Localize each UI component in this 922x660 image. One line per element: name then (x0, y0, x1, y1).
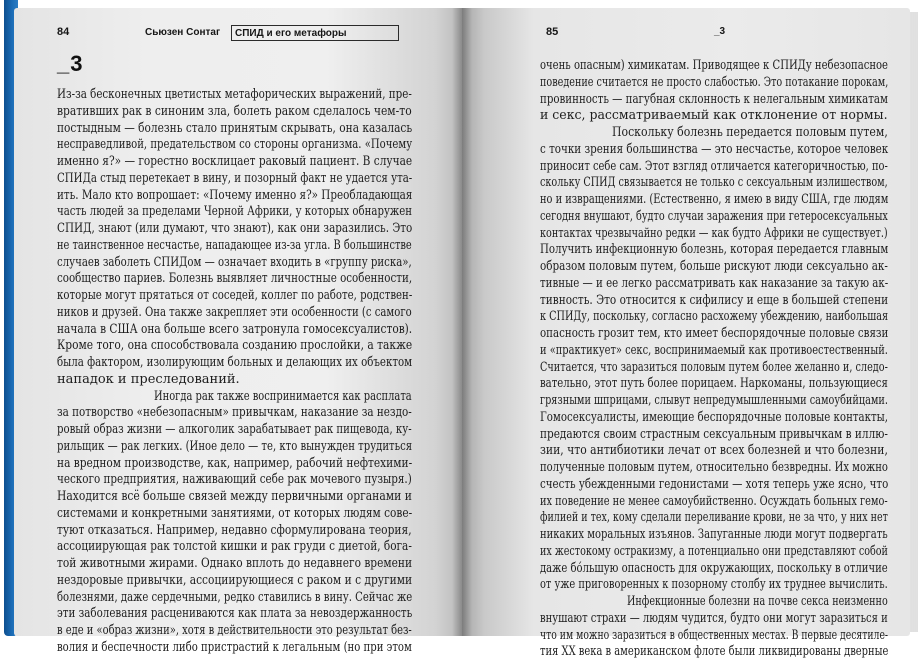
left-page-text-line: ровый образ жизни — алкоголик зарабатывает рак пищевода, ку- (57, 422, 412, 437)
left-page-text-line: системами и конкретными занятиями, от которых людям сове- (57, 505, 413, 521)
left-page-text-line: ассоциирующая рак толстой кишки и рак груди с диетой, бога- (57, 539, 412, 555)
right-page-text-line: счесть убежденными гедонистами — хотя теперь уже ясно, что (540, 476, 889, 492)
left-page-text-line: начала в США она больше всего затронула гомосексуалистов). (57, 321, 413, 337)
right-page-text-line: очень опасным) химикатам. Приводящее к СПИДу небезопасное (540, 58, 888, 73)
right-page-text-line: Получить инфекционную болезнь, которая передается главным (540, 242, 889, 258)
left-page-text-line: за потворство «небезопасным» привычкам, наказание за нездо- (57, 405, 412, 421)
right-page-text-line: сегодня внушают, будто случаи заражения при гетеросексуальных (540, 208, 888, 224)
right-page-text-line: филией и тех, кому сделали переливание крови, не за что, у них нет (540, 510, 888, 526)
right-page-text-line: тия XX века в американском флоте были ликвидированы дверные (540, 644, 889, 660)
right-page-text-line: предаются своим страстным сексуальным привычкам в иллю- (540, 426, 888, 442)
left-page-text-line: на вредном производстве, как, например, рабочий нефтехими- (57, 455, 413, 471)
right-page-text-line: зии, что антибиотики лечат от всех болезней и что болезни, (540, 443, 888, 459)
left-page-text-line: Из-за бесконечных цветистых метафорических выражений, пре- (57, 87, 412, 102)
left-page-text-line: которые могут прятаться от соседей, коллег по работе, родствен- (57, 288, 413, 303)
right-page-text-line: полученные половым путем, относительно безвредны. Их можно (540, 460, 888, 475)
right-page-text-line: вательно, этот путь более порицаем. Наркоманы, пользующиеся (540, 376, 888, 392)
right-page-text-line: Гомосексуалисты, имеющие беспорядочные половые контакты, (540, 409, 889, 425)
left-page-text-line: СПИДа стыд перетекает в вину, и позорный факт не удается ута- (57, 170, 413, 186)
right-page-text-line: тивные — и ее легко рассматривать как наказание за такую ак- (540, 275, 889, 291)
right-page-text-line: никаких моральных изъянов. Запуганные люди могут подвергать (540, 527, 888, 542)
left-page-text-line: волия и беспечности либо пристрастий к легальным (но при этом (57, 639, 412, 655)
right-page (462, 8, 910, 660)
left-page-text-line: Кроме того, она способствовала созданию прослойки, а также (57, 338, 413, 354)
left-page-text-line: болезнями, даже сердечными, редко ставились в вину. Сейчас же (57, 589, 413, 605)
left-page-text-line: туют отказаться. Например, недавно сформулирована теория, (57, 522, 412, 538)
left-page-number: 84 (57, 26, 70, 38)
left-page (14, 8, 462, 655)
right-page-text-line: их поведение не менее самоубийственно. Осуждать больных гемо- (540, 493, 888, 509)
right-page-text-line: Считается, что заразиться половым путем более желанно и, следо- (540, 359, 888, 375)
right-page-text-line: даже бо́льшую опасность для окружающих, поскольку в отличие (540, 560, 888, 576)
book-title-box (231, 25, 399, 41)
right-page-text-line: от уже приговоренных к позорному столбу их труднее вычислить. (540, 577, 888, 593)
left-page-text-line: была фактором, изолирующим больных и делающих их объектом (57, 355, 413, 370)
right-page-text-line: и секс, рассматриваемый как отклонение от нормы. (540, 108, 888, 124)
left-page-text-line: не таинственное несчастье, нападающее из-за угла. В большинстве (57, 237, 412, 253)
left-page-text-line: ческого предприятия, наживающий себе рак мочевого пузыря.) (57, 472, 412, 488)
left-page-text-line: той животными жирами. Однако вплоть до недавнего времени (57, 556, 413, 571)
right-page-text-line: но и извращениями. (Естественно, я имею в виду США, где людям (540, 192, 889, 207)
right-page-text-line: Инфекционные болезни на почве секса неизменно (627, 594, 888, 609)
right-page-text-line: опасность грозит тем, кто имеет беспорядочные половые связи (540, 326, 889, 341)
left-page-text-line: нападок и преследований. (57, 371, 240, 387)
author-name: Сьюзен Сонтаг (145, 27, 221, 38)
right-page-text-line: что им можно заразиться в общественных местах. В первые десятиле- (540, 627, 889, 643)
left-page-text-line: именно я?» — горестно восклицает раковый пациент. В случае (57, 154, 413, 169)
right-page-text-line: к СПИДу, поскольку, согласно расхожему убеждению, наибольшая (540, 309, 889, 325)
left-page-text-line: в еде и «образ жизни», хотя в действительности это результат без- (57, 623, 412, 638)
right-page-text-line: поведение считается не просто слабостью. Это потакание порокам, (540, 74, 889, 90)
right-page-text-line: скольку СПИД связывается не только с сексуальным излишеством, (540, 175, 888, 191)
right-page-text-line: и «практикует» секс, воспринимаемый как противоестественный. (540, 342, 888, 358)
left-page-text-line: СПИД, знают (или думают, что знают), как они заразились. Это (57, 221, 413, 236)
left-page-text-line: сообщество париев. Болезнь выявляет личностные особенности, (57, 271, 413, 287)
right-page-text-line: провинность — пагубная склонность к нелегальным химикатам (540, 91, 888, 107)
left-page-text-line: часть людей за пределами Черной Африки, у которых обнаружен (57, 204, 413, 220)
right-page-text-line: Поскольку болезнь передается половым путем, (612, 125, 888, 140)
right-page-text-line: образом половым путем, больше рискуют люди сексуально ак- (540, 259, 888, 274)
left-page-text-line: Иногда рак также воспринимается как расплата (154, 388, 412, 404)
left-page-text-line: несправедливой, предательством со стороны организма. «Почему (57, 137, 413, 153)
left-page-text-line: случаев заболеть СПИДом — означает входить в «группу риска», (57, 254, 412, 270)
gutter-shadow (452, 8, 472, 636)
left-page-text-line: эти заболевания расцениваются как плата за невоздержанность (57, 606, 413, 622)
right-page-text-line: приносит себе сам. Этот взгляд отличается категоричностью, по- (540, 158, 888, 174)
left-page-text-line: рильщик — рак легких. (Иное дело — те, кто вынужден трудиться (57, 438, 413, 454)
page-edges (910, 12, 918, 632)
left-page-text-line: вративших рак в синоним зла, болеть раком сделалось чем-то (57, 103, 412, 119)
left-page-text-line: ить. Мало кто вопрошает: «Почему именно я?» Преобладающая (57, 187, 413, 203)
right-page-text-line: тивность. Это относится к сифилису и еще в большей степени (540, 292, 889, 308)
left-page-text-line: ников и друзей. Она также закрепляет эти особенности (с самого (57, 304, 412, 320)
right-page-text-line: грязными шприцами, слывут непредумышленными самоубийцами. (540, 393, 888, 408)
left-page-text-line: Находится всё больше связей между первичными органами и (57, 489, 412, 504)
left-page-text-line: постыдным — болезнь стало принятым скрывать, она казалась (57, 120, 413, 136)
chapter-title: _3 (57, 51, 84, 76)
right-page-text-line: внушают страхи — людям чудится, будто они могут заразиться и (540, 610, 888, 626)
right-page-number: 85 (546, 26, 559, 38)
right-page-text-line: их жестокому остракизму, а потенциально они представляют собой (540, 543, 888, 559)
running-chapter-marker: _3 (714, 26, 726, 37)
left-page-text-line: нездоровые привычки, ассоциирующиеся с раком и с другими (57, 572, 413, 588)
book-title: СПИД и его метафоры (235, 28, 347, 39)
right-page-text-line: контактах чрезвычайно редки — как будто Африки не существует.) (540, 225, 888, 241)
right-page-text-line: с точки зрения большинства — это несчастье, которое человек (540, 141, 889, 157)
